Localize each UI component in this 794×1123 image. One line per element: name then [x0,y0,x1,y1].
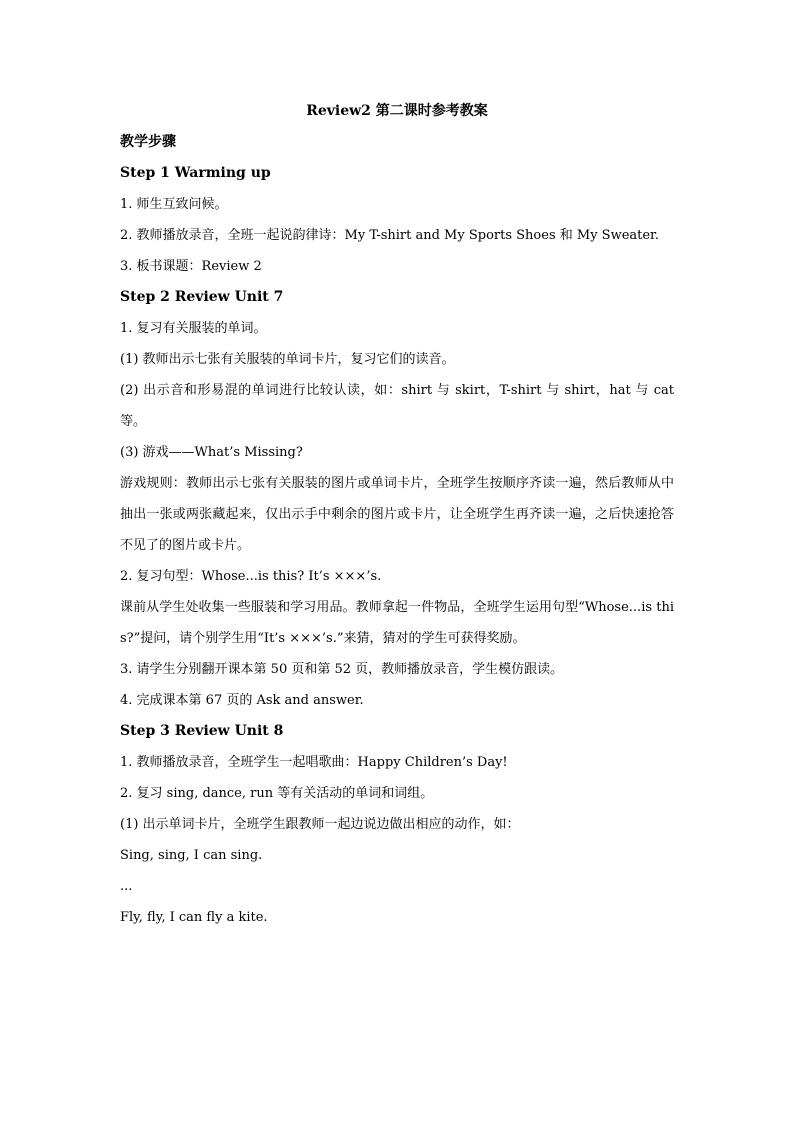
paragraph: (3) 游戏——What’s Missing? [120,445,303,460]
paragraph: 2. 教师播放录音，全班一起说韵律诗：My T-shirt and My Sports Shoes 和 My Sweater. [120,228,659,243]
paragraph: 1. 教师播放录音，全班学生一起唱歌曲：Happy Children’s Day! [120,755,508,770]
section-heading: 教学步骤 [120,134,176,150]
paragraph: 2. 复习 sing, dance, run 等有关活动的单词和词组。 [120,786,434,801]
paragraph: 3. 板书课题：Review 2 [120,259,262,274]
paragraph: 4. 完成课本第 67 页的 Ask and answer. [120,693,364,708]
paragraph: (1) 出示单词卡片，全班学生跟教师一起边说边做出相应的动作，如： [120,817,520,832]
step-heading: Step 1 Warming up [120,165,271,181]
document-page [120,96,674,933]
paragraph: 2. 复习句型：Whose...is this? It’s ×××’s. [120,569,382,584]
document-title: Review2 第二课时参考教案 [306,103,488,119]
paragraph: (2) 出示音和形易混的单词进行比较认读，如：shirt 与 skirt，T-shirt 与 shirt，hat 与 cat 等。 [120,383,674,429]
paragraph: Sing, sing, I can sing. [120,848,263,863]
paragraph: 3. 请学生分别翻开课本第 50 页和第 52 页，教师播放录音，学生模仿跟读。 [120,662,564,677]
paragraph: ... [120,879,133,894]
paragraph: 游戏规则：教师出示七张有关服装的图片或单词卡片，全班学生按顺序齐读一遍，然后教师从中抽出一张或两张藏起来，仅出示手中剩余的图片或卡片，让全班学生再齐读一遍，之后快速抢答不见了的图片或卡片。 [120,476,674,553]
step-heading: Step 2 Review Unit 7 [120,289,284,305]
step-2 [120,282,674,716]
step-heading: Step 3 Review Unit 8 [120,723,284,739]
paragraph: 课前从学生处收集一些服装和学习用品。教师拿起一件物品，全班学生运用句型“Whose...is this?”提问，请个别学生用“It’s ×××’s.”来猜，猜对的学生可获得奖励。 [120,600,674,646]
paragraph: (1) 教师出示七张有关服装的单词卡片，复习它们的读音。 [120,352,455,367]
step-1 [120,158,674,282]
paragraph: Fly, fly, I can fly a kite. [120,910,268,925]
paragraph: 1. 师生互致问候。 [120,197,228,212]
paragraph: 1. 复习有关服装的单词。 [120,321,267,336]
step-3 [120,716,674,933]
